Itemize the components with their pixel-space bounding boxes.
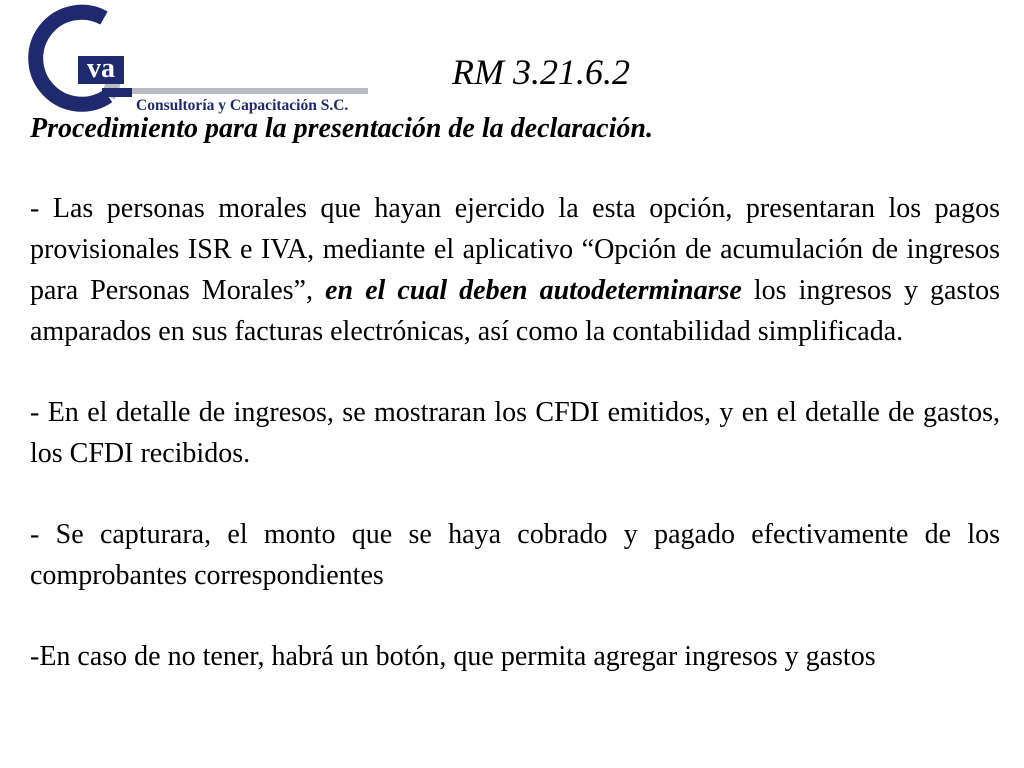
logo-letters: va (87, 53, 115, 84)
slide-body (30, 188, 1000, 677)
paragraph-4: -En caso de no tener, habrá un botón, que permita agregar ingresos y gastos (30, 641, 876, 672)
paragraph-1-text-a: - Las personas morales que hayan ejercido la esta opción, presentaran los pagos provisionales ISR e IVA, mediante el aplicativo “Opción de acumulación de ingresos para Personas Morales”, (30, 193, 1000, 306)
slide-title: RM 3.21.6.2 (452, 52, 630, 92)
slide-subtitle: Procedimiento para la presentación de la declaración. (30, 113, 653, 144)
paragraph-1-text-b: los ingresos y gastos amparados en sus facturas electrónicas, así como la contabilidad simplificada. (30, 275, 1001, 347)
paragraph-1-emphasis: en el cual deben autodeterminarse (325, 275, 742, 306)
company-logo (6, 4, 368, 116)
logo-graphic (6, 4, 368, 116)
paragraph-1 (30, 188, 1000, 352)
paragraph-3: - Se capturara, el monto que se haya cobrado y pagado efectivamente de los comprobantes correspondientes (30, 519, 1000, 591)
logo-company-name: Consultoría y Capacitación S.C. (136, 97, 349, 114)
logo-underline-navy (102, 88, 132, 97)
logo-underline-gray (132, 88, 368, 94)
paragraph-2: - En el detalle de ingresos, se mostraran los CFDI emitidos, y en el detalle de gastos, los CFDI recibidos. (30, 397, 1000, 469)
